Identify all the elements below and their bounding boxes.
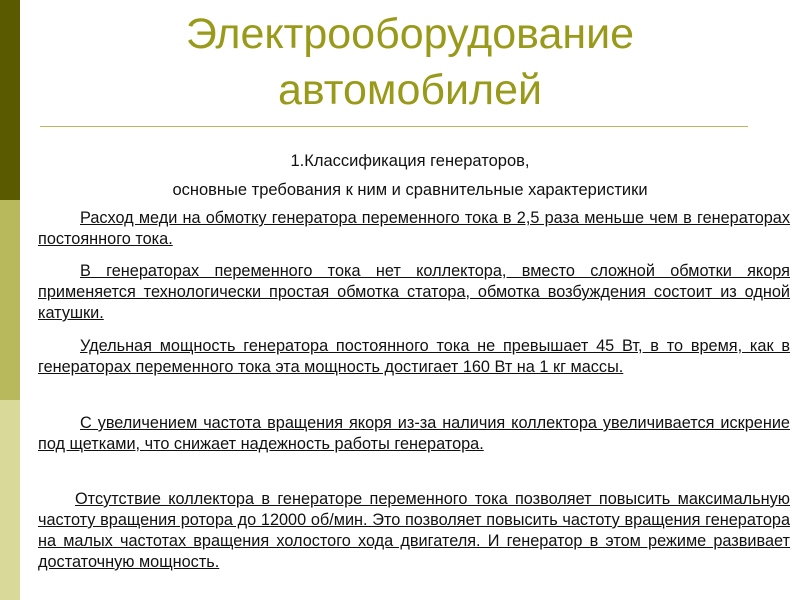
sidebar-segment-dark [0,0,20,200]
sidebar-segment-mid [0,200,20,400]
title-divider [40,126,748,127]
slide-title-line-1: Электрооборудование [185,10,635,58]
paragraph-specific-power: Удельная мощность генератора постоянного тока не превышает 45 Вт, в то время, как в генераторах переменного тока эта мощность достигает 160 Вт на 1 кг массы. [38,337,790,376]
subtitle-line-1: 1.Классификация генераторов, [290,152,530,170]
decorative-sidebar [0,0,20,600]
slide-title [20,6,800,118]
paragraph-brush-sparking: С увеличением частота вращения якоря из-за наличия коллектора увеличивается искрение под щетками, что снижает надежность работы генератора. [38,414,790,453]
paragraph-no-collector: В генераторах переменного тока нет коллектора, вместо сложной обмотки якоря применяется технологически простая обмотка статора, обмотка возбуждения состоит из одной катушки. [38,262,790,322]
paragraph-max-rotation: Отсутствие коллектора в генераторе переменного тока позволяет повысить максимальную частоту вращения ротора до 12000 об/мин. Это позволяет повысить частоту вращения генератора на малых частотах вращения холостого хода двигателя. И генератор в этом режиме развивает достаточную мощность. [38,490,790,571]
sidebar-segment-light [0,400,20,600]
paragraph-copper-usage: Расход меди на обмотку генератора переменного тока в 2,5 раза меньше чем в генераторах постоянного тока. [38,209,790,248]
slide-title-line-2: автомобилей [277,66,543,114]
subtitle-line-2: основные требования к ним и сравнительные характеристики [172,181,648,199]
